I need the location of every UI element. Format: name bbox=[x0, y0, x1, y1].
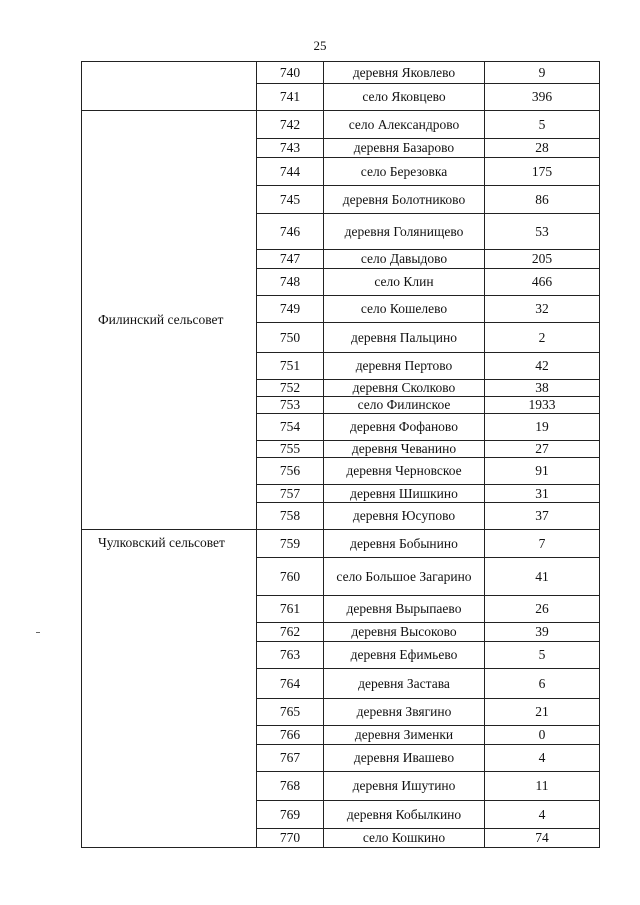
row-number: 770 bbox=[257, 829, 324, 848]
population-value: 28 bbox=[485, 139, 600, 158]
settlement-name: деревня Вырыпаево bbox=[324, 596, 485, 623]
population-value: 38 bbox=[485, 380, 600, 397]
scan-mark bbox=[36, 632, 40, 633]
settlement-name: деревня Юсупово bbox=[324, 503, 485, 530]
population-value: 32 bbox=[485, 296, 600, 323]
population-value: 5 bbox=[485, 642, 600, 669]
row-number: 759 bbox=[257, 530, 324, 558]
population-value: 91 bbox=[485, 458, 600, 485]
population-value: 175 bbox=[485, 158, 600, 186]
settlement-name: село Большое Загарино bbox=[324, 558, 485, 596]
population-value: 2 bbox=[485, 323, 600, 353]
council-name-chulkovsky: Чулковский сельсовет bbox=[82, 530, 257, 848]
population-value: 6 bbox=[485, 669, 600, 699]
page-number: 25 bbox=[313, 38, 327, 53]
row-number: 751 bbox=[257, 353, 324, 380]
population-value: 74 bbox=[485, 829, 600, 848]
settlement-name: деревня Зименки bbox=[324, 726, 485, 745]
settlement-name: село Кошкино bbox=[324, 829, 485, 848]
settlement-name: село Давыдово bbox=[324, 250, 485, 269]
settlement-name: деревня Бобынино bbox=[324, 530, 485, 558]
population-value: 205 bbox=[485, 250, 600, 269]
population-value: 27 bbox=[485, 441, 600, 458]
population-value: 4 bbox=[485, 745, 600, 772]
row-number: 756 bbox=[257, 458, 324, 485]
row-number: 742 bbox=[257, 111, 324, 139]
table-row bbox=[82, 530, 600, 558]
row-number: 741 bbox=[257, 84, 324, 111]
population-value: 396 bbox=[485, 84, 600, 111]
settlement-name: деревня Черновское bbox=[324, 458, 485, 485]
settlement-name: деревня Ивашево bbox=[324, 745, 485, 772]
row-number: 740 bbox=[257, 62, 324, 84]
row-number: 743 bbox=[257, 139, 324, 158]
settlement-name: деревня Яковлево bbox=[324, 62, 485, 84]
table-row bbox=[82, 62, 600, 84]
settlement-name: деревня Ефимьево bbox=[324, 642, 485, 669]
population-value: 1933 bbox=[485, 397, 600, 414]
row-number: 748 bbox=[257, 269, 324, 296]
settlement-name: деревня Шишкино bbox=[324, 485, 485, 503]
row-number: 760 bbox=[257, 558, 324, 596]
settlement-name: село Яковцево bbox=[324, 84, 485, 111]
row-number: 753 bbox=[257, 397, 324, 414]
population-value: 0 bbox=[485, 726, 600, 745]
row-number: 769 bbox=[257, 801, 324, 829]
row-number: 744 bbox=[257, 158, 324, 186]
population-value: 39 bbox=[485, 623, 600, 642]
population-value: 5 bbox=[485, 111, 600, 139]
row-number: 765 bbox=[257, 699, 324, 726]
settlement-name: деревня Кобылкино bbox=[324, 801, 485, 829]
row-number: 747 bbox=[257, 250, 324, 269]
table-row bbox=[82, 111, 600, 139]
council-cell-empty bbox=[82, 62, 257, 111]
row-number: 745 bbox=[257, 186, 324, 214]
settlement-name: деревня Голянищево bbox=[324, 214, 485, 250]
settlement-name: деревня Пальцино bbox=[324, 323, 485, 353]
row-number: 768 bbox=[257, 772, 324, 801]
population-value: 41 bbox=[485, 558, 600, 596]
row-number: 762 bbox=[257, 623, 324, 642]
row-number: 763 bbox=[257, 642, 324, 669]
population-value: 21 bbox=[485, 699, 600, 726]
row-number: 752 bbox=[257, 380, 324, 397]
settlement-name: село Клин bbox=[324, 269, 485, 296]
row-number: 761 bbox=[257, 596, 324, 623]
settlement-name: деревня Ишутино bbox=[324, 772, 485, 801]
population-value: 26 bbox=[485, 596, 600, 623]
population-value: 31 bbox=[485, 485, 600, 503]
row-number: 757 bbox=[257, 485, 324, 503]
row-number: 767 bbox=[257, 745, 324, 772]
population-value: 42 bbox=[485, 353, 600, 380]
row-number: 766 bbox=[257, 726, 324, 745]
settlement-name: деревня Застава bbox=[324, 669, 485, 699]
council-name-filinsky: Филинский сельсовет bbox=[82, 111, 257, 530]
settlement-name: деревня Сколково bbox=[324, 380, 485, 397]
row-number: 749 bbox=[257, 296, 324, 323]
population-value: 11 bbox=[485, 772, 600, 801]
settlement-name: село Кошелево bbox=[324, 296, 485, 323]
settlement-name: село Филинское bbox=[324, 397, 485, 414]
settlement-name: деревня Фофаново bbox=[324, 414, 485, 441]
population-value: 466 bbox=[485, 269, 600, 296]
row-number: 750 bbox=[257, 323, 324, 353]
population-value: 86 bbox=[485, 186, 600, 214]
settlement-name: село Березовка bbox=[324, 158, 485, 186]
settlement-name: деревня Пертово bbox=[324, 353, 485, 380]
population-value: 4 bbox=[485, 801, 600, 829]
row-number: 754 bbox=[257, 414, 324, 441]
settlement-name: деревня Звягино bbox=[324, 699, 485, 726]
settlement-name: деревня Базарово bbox=[324, 139, 485, 158]
row-number: 758 bbox=[257, 503, 324, 530]
row-number: 746 bbox=[257, 214, 324, 250]
settlements-table bbox=[81, 61, 600, 848]
settlement-name: село Александрово bbox=[324, 111, 485, 139]
row-number: 755 bbox=[257, 441, 324, 458]
row-number: 764 bbox=[257, 669, 324, 699]
population-value: 53 bbox=[485, 214, 600, 250]
settlement-name: деревня Чеванино bbox=[324, 441, 485, 458]
population-value: 9 bbox=[485, 62, 600, 84]
population-value: 7 bbox=[485, 530, 600, 558]
settlement-name: деревня Болотниково bbox=[324, 186, 485, 214]
population-value: 19 bbox=[485, 414, 600, 441]
settlement-name: деревня Высоково bbox=[324, 623, 485, 642]
population-value: 37 bbox=[485, 503, 600, 530]
